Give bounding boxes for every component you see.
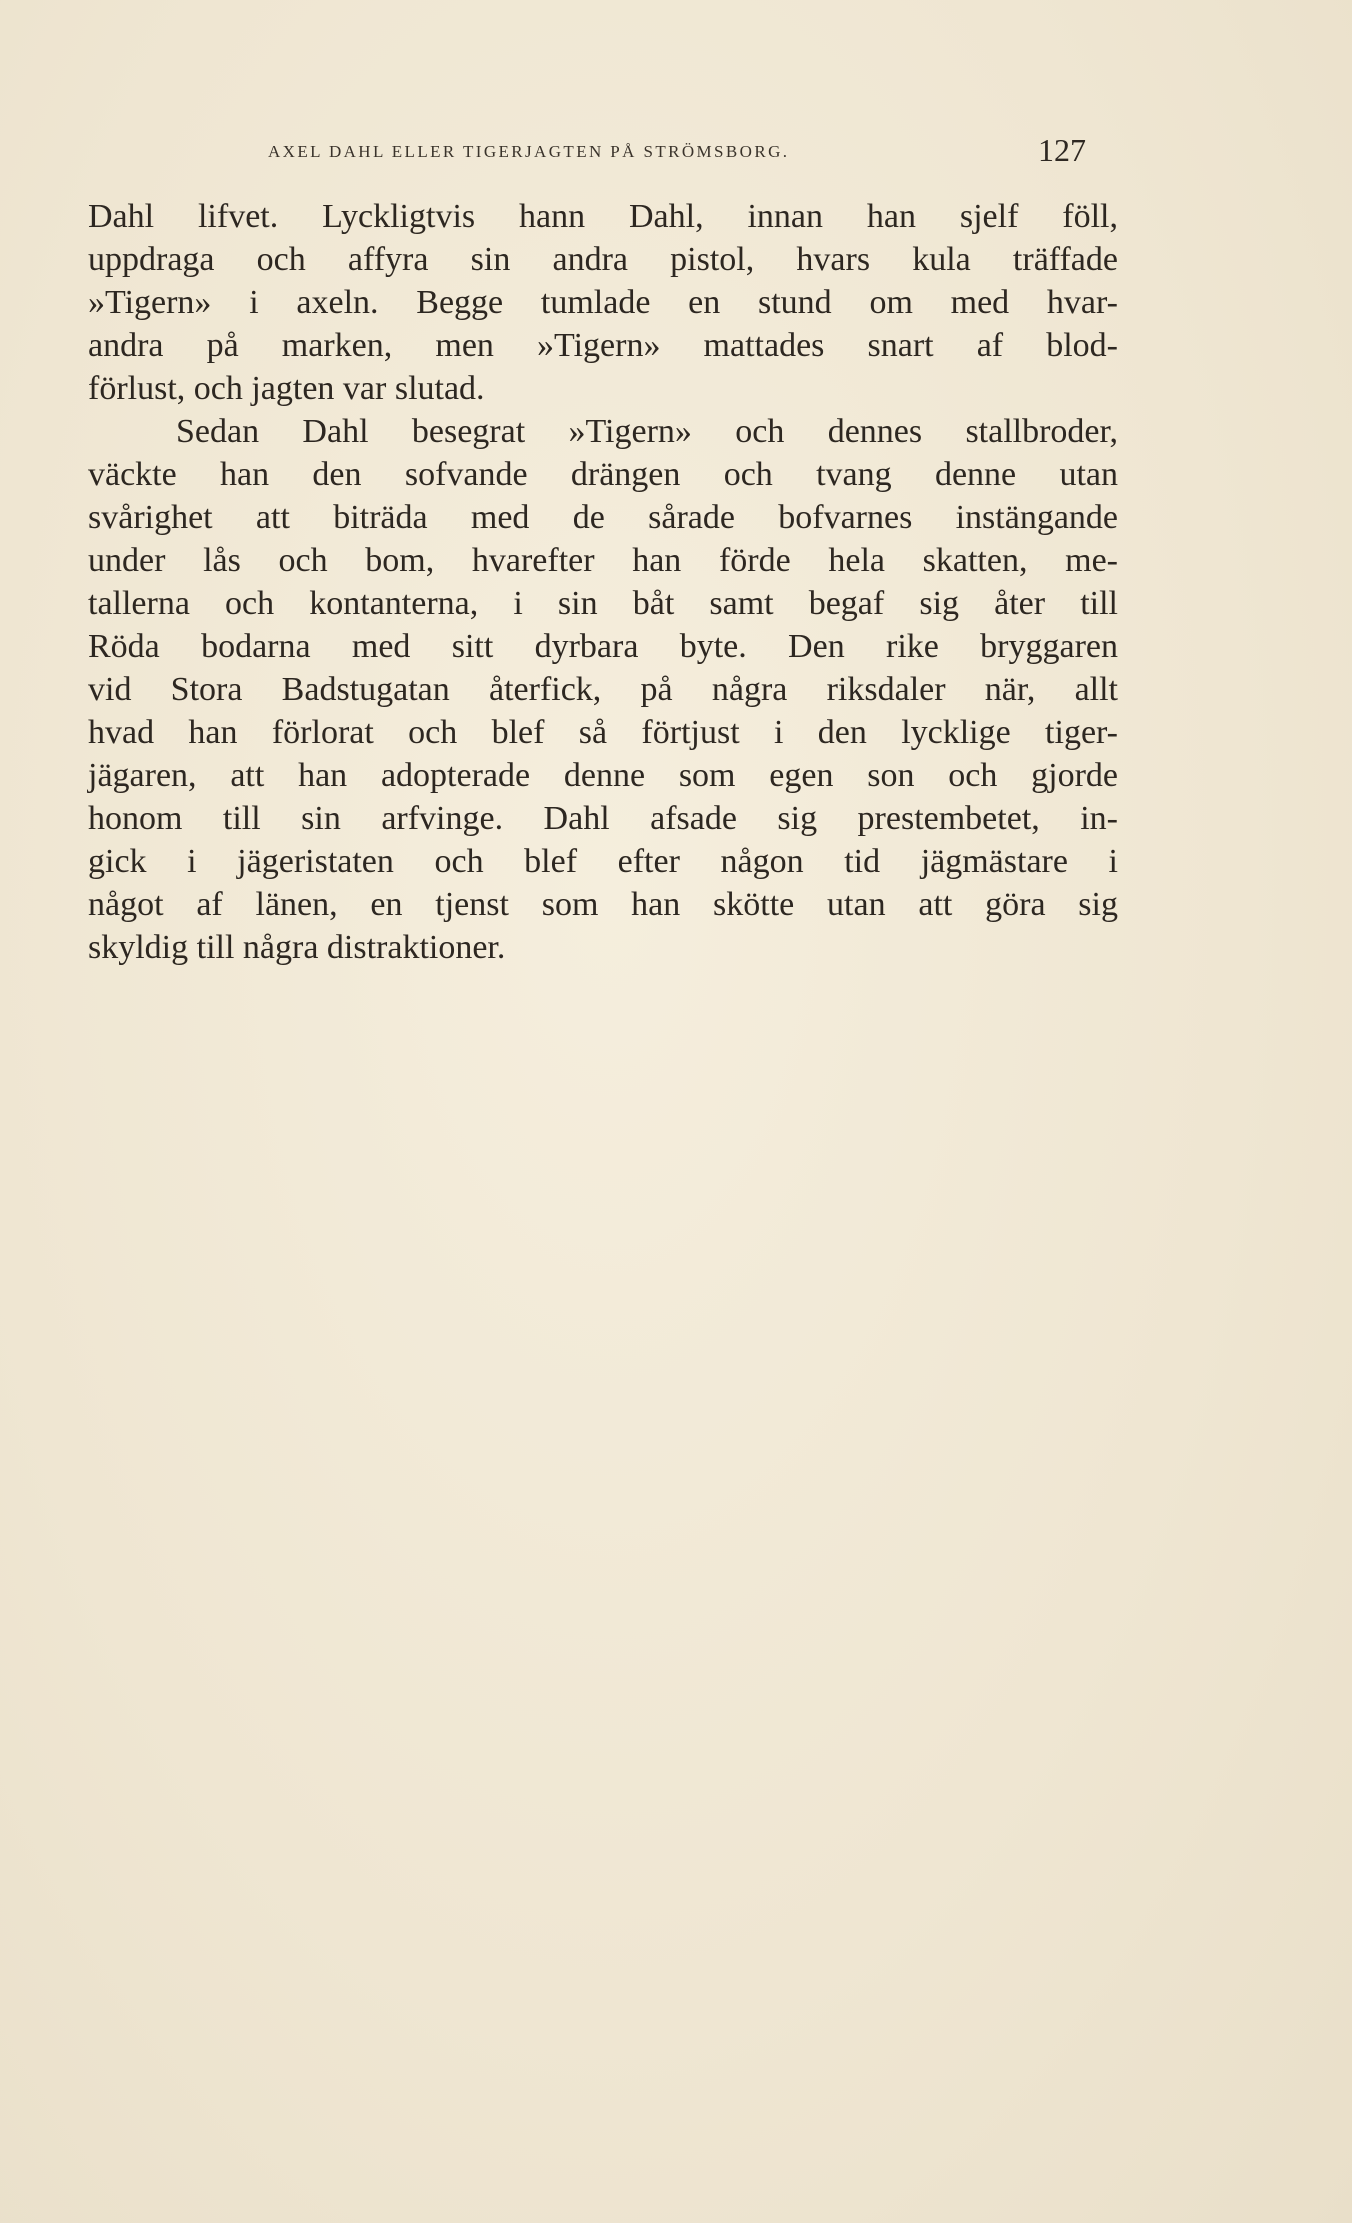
page-number: 127 <box>1038 132 1086 168</box>
text-line: Sedan Dahl besegrat »Tigern» och dennes stallbroder, <box>176 413 1118 450</box>
text-line: Dahl lifvet. Lyckligtvis hann Dahl, innan han sjelf föll, <box>88 198 1118 235</box>
text-line: väckte han den sofvande drängen och tvang denne utan <box>88 456 1118 493</box>
text-line: förlust, och jagten var slutad. <box>88 370 485 407</box>
text-line: uppdraga och affyra sin andra pistol, hvars kula träffade <box>88 241 1118 278</box>
text-line: under lås och bom, hvarefter han förde hela skatten, me- <box>88 542 1118 579</box>
text-line: hvad han förlorat och blef så förtjust i den lycklige tiger- <box>88 714 1118 751</box>
running-head: AXEL DAHL ELLER TIGERJAGTEN PÅ STRÖMSBORG. <box>268 142 790 161</box>
text-line: andra på marken, men »Tigern» mattades snart af blod- <box>88 327 1118 364</box>
text-line: gick i jägeristaten och blef efter någon tid jägmästare i <box>88 843 1118 880</box>
text-line: svårighet att biträda med de sårade bofvarnes instängande <box>88 499 1118 536</box>
text-line: något af länen, en tjenst som han skötte utan att göra sig <box>88 886 1118 923</box>
text-line: tallerna och kontanterna, i sin båt samt begaf sig åter till <box>88 585 1118 622</box>
text-line: Röda bodarna med sitt dyrbara byte. Den rike bryggaren <box>88 628 1118 665</box>
page-header <box>258 132 1086 172</box>
text-line: vid Stora Badstugatan återfick, på några riksdaler när, allt <box>88 671 1118 708</box>
text-line: jägaren, att han adopterade denne som egen son och gjorde <box>88 757 1118 794</box>
body-text <box>88 195 1118 969</box>
text-line: honom till sin arfvinge. Dahl afsade sig prestembetet, in- <box>88 800 1118 837</box>
text-line: »Tigern» i axeln. Begge tumlade en stund om med hvar- <box>88 284 1118 321</box>
text-line: skyldig till några distraktioner. <box>88 929 506 966</box>
